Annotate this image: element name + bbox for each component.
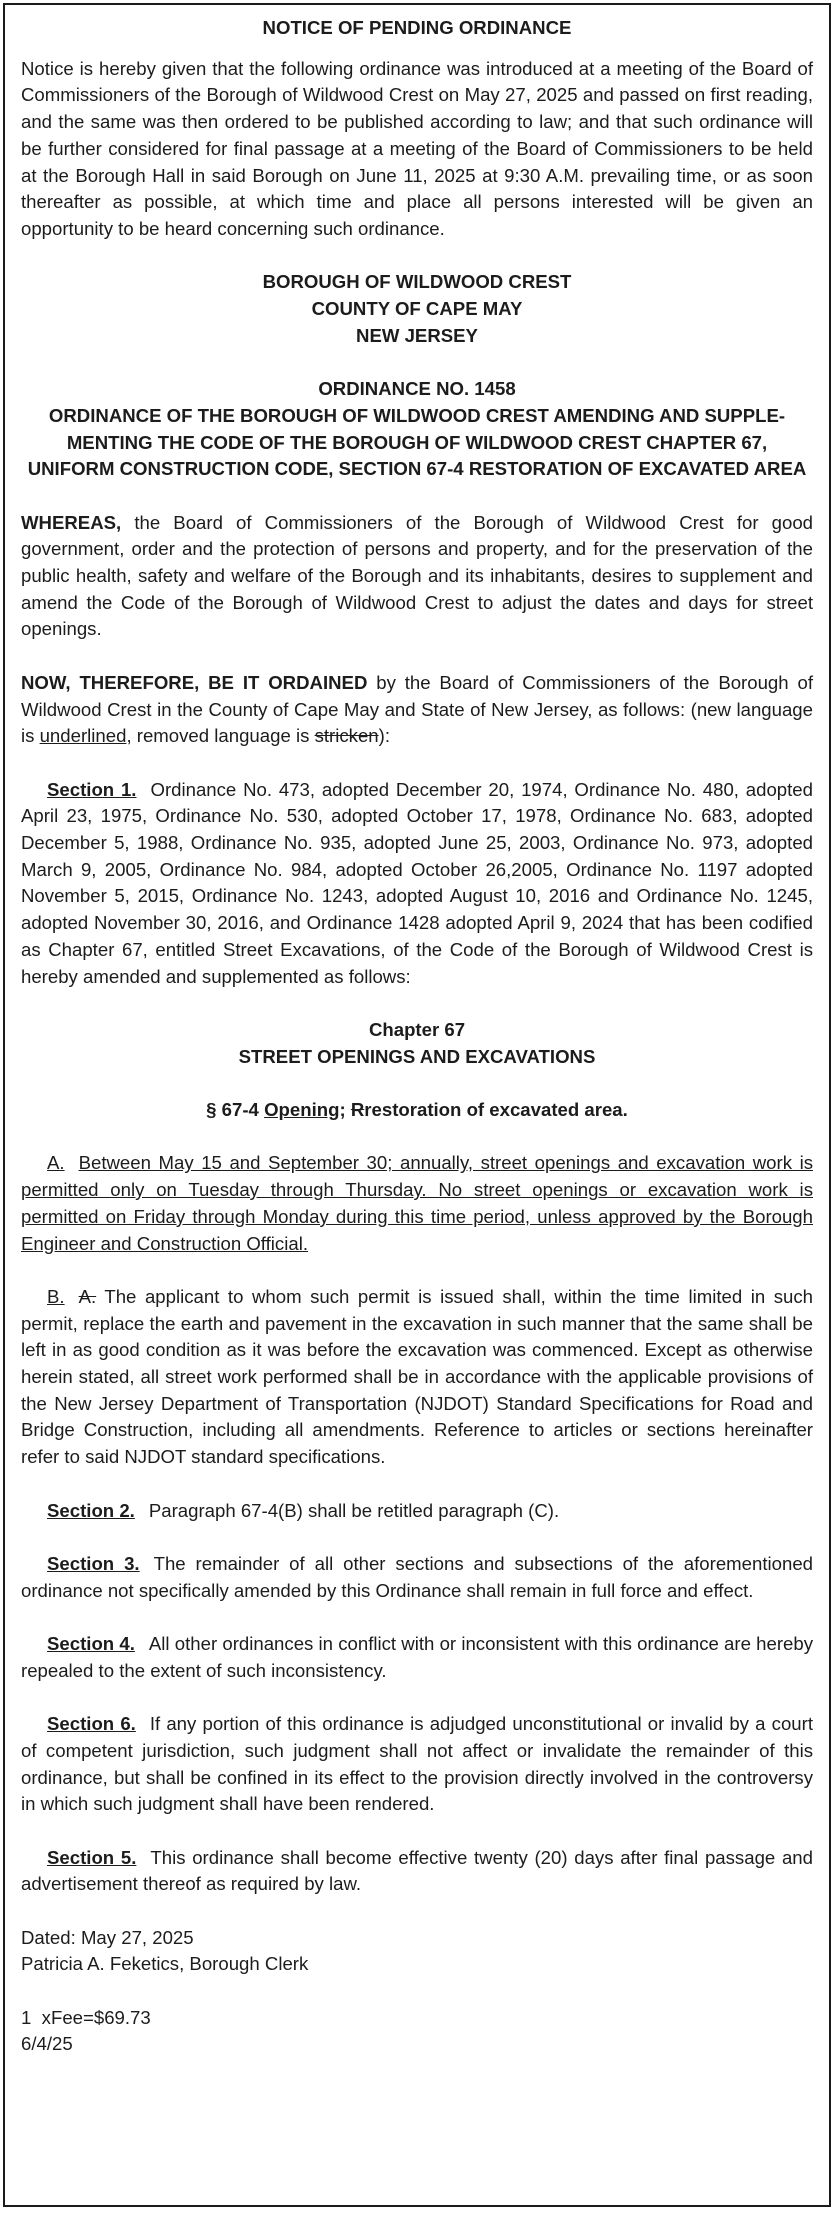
ordained-lead: NOW, THEREFORE, BE IT ORDAINED [21, 671, 368, 693]
ordained-paragraph [21, 670, 813, 750]
chapter-name: STREET OPENINGS AND EXCAVATIONS [238, 1045, 596, 1067]
section-5-text: This ordinance shall become effective twenty (20) days after final passage and advertisement thereof as required by law. [21, 1846, 813, 1895]
header-borough: BOROUGH OF WILDWOOD CREST [262, 271, 572, 293]
section-rest: restoration of excavated area. [364, 1099, 628, 1121]
section-3-label: Section 3. [47, 1552, 140, 1574]
chapter-number: Chapter 67 [368, 1018, 466, 1040]
notice-title: NOTICE OF PENDING ORDINANCE [262, 17, 572, 38]
ordinance-number: ORDINANCE NO. 1458 [318, 378, 516, 400]
section-struck-r: R [350, 1099, 365, 1121]
section-2-text: Paragraph 67-4(B) shall be retitled paragraph (C). [148, 1499, 560, 1521]
fee-line: 1 xFee=$69.73 [21, 2006, 151, 2028]
paragraph-b-text: The applicant to whom such permit is issued shall, within the time limited in such permit, replace the earth and pavement in the excavation in such manner that the same shall be left in as good condition as it was before the excavation was commenced. Except as otherwise herein stated, all street work performed shall be in accordance with the applicable provisions of the New Jersey Department of Transportation (NJDOT) Standard Specifications for Road and Bridge Construction, including all amendments. Reference to articles or sections hereinafter refer to said NJDOT standard specifications. [21, 1285, 813, 1468]
section-2 [21, 1498, 813, 1525]
ordained-end: ): [378, 725, 390, 747]
paragraph-a-label: A. [47, 1152, 65, 1174]
section-opening: Opening [264, 1099, 340, 1121]
section-6 [21, 1711, 813, 1818]
dated-line: Dated: May 27, 2025 [21, 1926, 194, 1948]
paragraph-b [21, 1284, 813, 1471]
ordinance-notice [3, 3, 831, 2207]
section-67-4-heading [21, 1097, 813, 1124]
section-4-label: Section 4. [47, 1633, 135, 1654]
section-1 [21, 777, 813, 991]
section-4 [21, 1631, 813, 1684]
section-2-label: Section 2. [47, 1499, 135, 1521]
section-1-text: Ordinance No. 473, adopted December 20, 1974, Ordinance No. 480, adopted April 23, 1975, Ordinance No. 530, adopted October 17, 1978, Ordinance No. 683, adopted December 5, 1988, Ordinance No. 935, adopted June 25, 2003, Ordinance No. 973, adopted March 9, 2005, Ordinance No. 984, adopted October 26,2005, Ordinance No. 1197 adopted November 5, 2015, Ordinance No. 1243, adopted August 10, 2016 and Ordinance No. 1245, adopted November 30, 2016, and Ordinance 1428 adopted April 9, 2024 that has been codified as Chapter 67, entitled Street Excavations, of the Code of the Borough of Wildwood Crest is hereby amended and supplemented as follows: [21, 778, 813, 987]
section-6-text: If any portion of this ordinance is adjudged unconstitutional or invalid by a court of competent jurisdiction, such judgment shall not affect or invalidate the remainder of this ordinance, but shall be confined in its effect to the provision directly involved in the controversy in which such judgment shall have been rendered. [21, 1713, 813, 1815]
header-county: COUNTY OF CAPE MAY [311, 298, 523, 320]
paragraph-a [21, 1150, 813, 1257]
section-6-label: Section 6. [47, 1713, 136, 1735]
section-4-text: All other ordinances in conflict with or inconsistent with this ordinance are hereby repealed to the extent of such inconsistency. [21, 1633, 813, 1681]
whereas-lead: WHEREAS, [21, 511, 122, 533]
section-3 [21, 1551, 813, 1604]
section-3-text: The remainder of all other sections and subsections of the aforementioned ordinance not specifically amended by this Ordinance shall remain in full force and effect. [21, 1552, 813, 1601]
stricken-example: stricken [314, 725, 379, 747]
section-5 [21, 1845, 813, 1898]
intro-paragraph: Notice is hereby given that the following ordinance was introduced at a meeting of the Board of Commissioners of the Borough of Wildwood Crest on May 27, 2025 and passed on first reading, and the same was then ordered to be published according to law; and that such ordinance will be further considered for final passage at a meeting of the Board of Commissioners to be held at the Borough Hall in said Borough on June 11, 2025 at 9:30 A.M. prevailing time, or as soon thereafter as possible, at which time and place all persons interested will be given an opportunity to be heard concerning such ordinance. [21, 57, 813, 239]
section-1-label: Section 1. [47, 778, 137, 800]
header-state: NEW JERSEY [356, 324, 478, 346]
borough-header [21, 269, 813, 349]
paragraph-a-text: Between May 15 and September 30; annually, street openings and excavation work is permitted only on Tuesday through Thursday. No street openings or excavation work is permitted on Friday through Monday during this time period, unless approved by the Borough Engineer and Construction Official. [21, 1152, 813, 1254]
ordained-text: by the Board of Commissioners of the Borough of Wildwood Crest in the County of Cape May and State of New Jersey, as follows: (new language is [21, 671, 813, 747]
underlined-example: underlined [39, 725, 127, 747]
section-5-label: Section 5. [47, 1846, 137, 1868]
ordained-middle: , removed language is [126, 725, 315, 747]
paragraph-b-struck-label: A. [78, 1285, 97, 1307]
paragraph-b-label: B. [47, 1285, 65, 1307]
section-prefix: § 67-4 [206, 1099, 265, 1121]
whereas-paragraph [21, 510, 813, 644]
clerk-signature-line: Patricia A. Feketics, Borough Clerk [21, 1953, 309, 1975]
publication-date: 6/4/25 [21, 2033, 73, 2055]
ordinance-title: ORDINANCE OF THE BOROUGH OF WILDWOOD CREST AMENDING AND SUPPLE-MENTING THE CODE OF THE BOROUGH OF WILDWOOD CREST CHAPTER 67, UNIFORM CONSTRUCTION CODE, SECTION 67-4 RESTORATION OF EXCAVATED AREA [27, 404, 807, 480]
whereas-text: the Board of Commissioners of the Borough of Wildwood Crest for good government, order and the protection of persons and property, and for the preservation of the public health, safety and welfare of the Borough and its inhabitants, desires to supplement and amend the Code of the Borough of Wildwood Crest to adjust the dates and days for street openings. [21, 511, 813, 640]
section-semicolon: ; [339, 1099, 346, 1121]
